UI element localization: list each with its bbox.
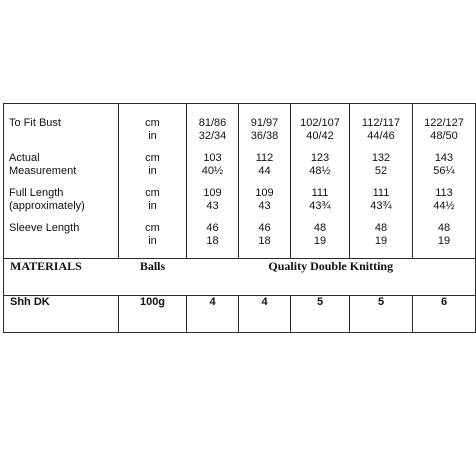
to-fit-bust-label: To Fit Bust (9, 117, 61, 129)
length-in: 43¾ (309, 200, 331, 212)
yarn-quantity: 5 (291, 296, 350, 333)
size-cm: 112/117 (361, 117, 401, 129)
materials-row (4, 259, 476, 296)
size-column-2 (239, 104, 291, 259)
yarn-quantity: 4 (239, 296, 291, 333)
label-column (4, 104, 119, 259)
unit-in: in (148, 200, 157, 212)
sleeve-in: 19 (313, 235, 327, 247)
length-cm: 109 (203, 187, 222, 199)
size-chart (3, 103, 464, 353)
length-cm: 111 (372, 187, 390, 199)
size-in: 36/38 (250, 130, 279, 142)
yarn-quantity: 5 (350, 296, 413, 333)
materials-quality-label: Quality Double Knitting (187, 259, 476, 296)
actual-cm: 103 (203, 152, 222, 164)
unit-cm: cm (145, 187, 160, 199)
sleeve-cm: 48 (313, 222, 327, 234)
actual-in: 52 (374, 165, 388, 177)
actual-cm: 132 (371, 152, 391, 164)
actual-cm: 112 (255, 152, 274, 164)
size-cm: 81/86 (198, 117, 227, 129)
unit-cm: cm (145, 152, 160, 164)
actual-in: 40½ (201, 165, 224, 177)
unit-cm: cm (145, 117, 160, 129)
materials-title: MATERIALS (4, 259, 119, 296)
unit-in: in (148, 165, 157, 177)
sleeve-in: 19 (437, 235, 451, 247)
actual-in: 44 (258, 165, 271, 177)
size-in: 40/42 (306, 130, 334, 142)
actual-label-2: Measurement (9, 165, 77, 177)
sleeve-label: Sleeve Length (9, 222, 80, 234)
length-in: 43 (258, 200, 271, 212)
size-in: 44/46 (367, 130, 395, 142)
sleeve-cm: 46 (258, 222, 271, 234)
yarn-name: Shh DK (4, 296, 119, 333)
actual-cm: 143 (434, 152, 454, 164)
size-column-5 (413, 104, 476, 259)
length-cm: 113 (435, 187, 453, 199)
size-column-4 (350, 104, 413, 259)
size-cm: 102/107 (300, 117, 340, 129)
actual-in: 56¼ (433, 165, 455, 177)
unit-in: in (148, 235, 157, 247)
measurements-body (4, 104, 476, 259)
sleeve-in: 18 (206, 235, 219, 247)
size-column-3 (291, 104, 350, 259)
yarn-quantity: 4 (187, 296, 239, 333)
size-table (3, 103, 476, 333)
size-cm: 91/97 (250, 117, 279, 129)
length-in: 43¾ (370, 200, 392, 212)
length-label-2: (approximately) (9, 200, 85, 212)
length-in: 44½ (433, 200, 455, 212)
length-cm: 109 (255, 187, 274, 199)
yarn-row (4, 296, 476, 333)
length-in: 43 (206, 200, 219, 212)
actual-label-1: Actual (9, 152, 40, 164)
materials-balls-label: Balls (119, 259, 187, 296)
sleeve-cm: 48 (374, 222, 388, 234)
yarn-quantity: 6 (413, 296, 476, 333)
sleeve-cm: 46 (206, 222, 219, 234)
sleeve-in: 19 (374, 235, 388, 247)
actual-cm: 123 (310, 152, 330, 164)
sleeve-in: 18 (258, 235, 271, 247)
sleeve-cm: 48 (437, 222, 451, 234)
unit-column (119, 104, 187, 259)
unit-cm: cm (145, 222, 160, 234)
length-label-1: Full Length (9, 187, 64, 199)
size-in: 48/50 (430, 130, 458, 142)
actual-in: 48½ (309, 165, 331, 177)
unit-in: in (148, 130, 157, 142)
size-in: 32/34 (198, 130, 227, 142)
yarn-weight: 100g (119, 296, 187, 333)
size-cm: 122/127 (424, 117, 464, 129)
length-cm: 111 (311, 187, 329, 199)
size-column-1 (187, 104, 239, 259)
